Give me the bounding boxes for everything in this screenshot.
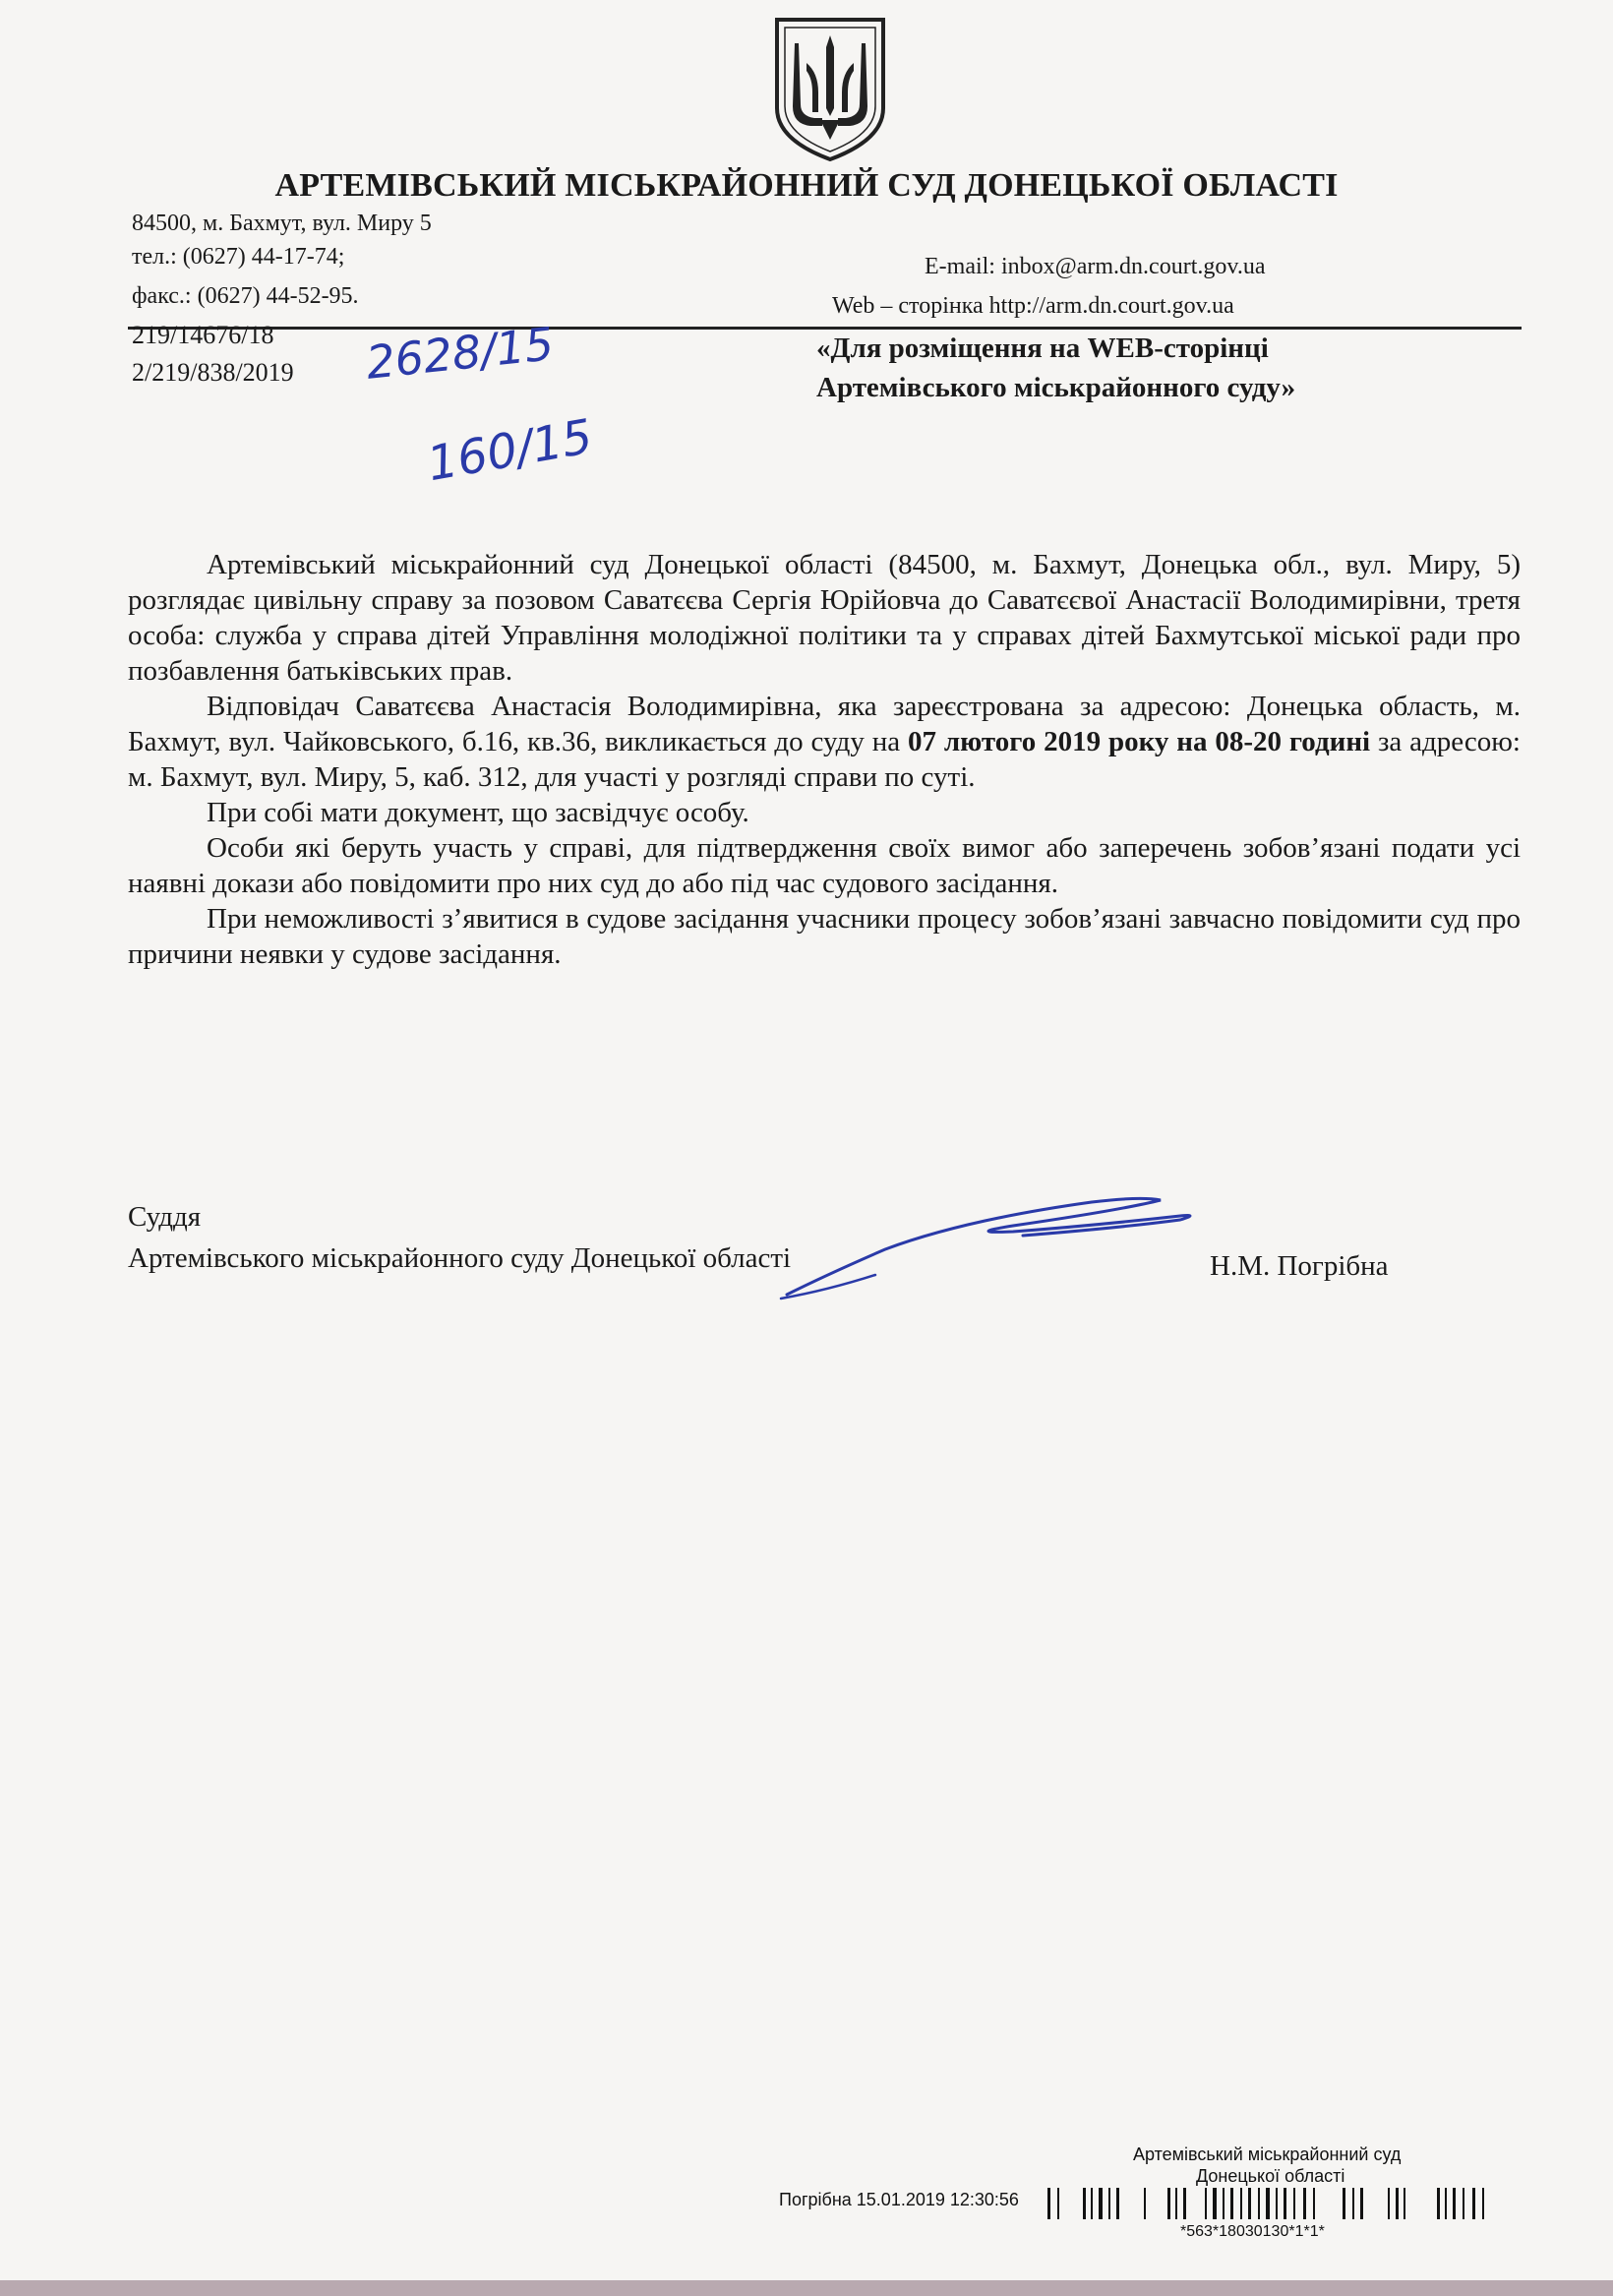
paragraph-evidence: Особи які беруть участь у справі, для підтвердження своїх вимог або заперечень зобов’язані подати усі наявні докази або повідомити про них суд до або під час судового засідання. (128, 832, 1521, 899)
barcode-text: *563*18030130*1*1* (1180, 2223, 1325, 2240)
paragraph-id: При собі мати документ, що засвідчує особу. (207, 797, 749, 828)
case-number-2: 2/219/838/2019 (132, 358, 294, 387)
paragraph-absence: При неможливості з’явитися в судове засідання учасники процесу зобов’язані завчасно повідомити суд про причини неявки у судове засідання. (128, 903, 1521, 970)
court-name: АРТЕМІВСЬКИЙ МІСЬКРАЙОННИЙ СУД ДОНЕЦЬКОЇ ОБЛАСТІ (274, 167, 1339, 204)
notice-body (128, 547, 1521, 972)
hearing-date: 07 лютого 2019 року на 08-20 годині (908, 726, 1371, 757)
court-phone: тел.: (0627) 44-17-74; (132, 244, 345, 270)
judge-name: Н.М. Погрібна (1210, 1250, 1389, 1282)
coat-of-arms-icon (767, 14, 893, 163)
court-web: Web – сторінка http://arm.dn.court.gov.ua (832, 293, 1234, 319)
court-fax: факс.: (0627) 44-52-95. (132, 283, 359, 309)
case-number-1: 219/14676/18 (132, 321, 274, 349)
publication-note-line-1: «Для розміщення на WEB-сторінці (816, 332, 1269, 364)
publication-note-line-2: Артемівського міськрайонного суду» (816, 372, 1296, 403)
stamp-court-line-1: Артемівський міськрайонний суд (1133, 2145, 1402, 2164)
judge-title-2: Артемівського міськрайонного суду Донецької області (128, 1242, 792, 1274)
judge-title-1: Суддя (128, 1201, 202, 1233)
stamp-court-line-2: Донецької області (1196, 2166, 1345, 2186)
paragraph-case: Артемівський міськрайонний суд Донецької області (84500, м. Бахмут, Донецька обл., вул. Миру, 5) розглядає цивільну справу за позовом Саватєєва Сергія Юрійовча до Саватєєвої Анастасії Володимирівни, третя особа: служба у справа дітей Управління молодіжної політики та у справах дітей Бахмутської міської ради про позбавлення батьківських прав. (128, 549, 1521, 687)
publication-note (816, 329, 1295, 407)
summons-text-b: за адресою: м. Бахмут, вул. Миру, 5, каб. 312, для участі у розгляді справи по суті. (128, 726, 1521, 793)
summons-text-a: Відповідач Саватєєва Анастасія Володимирівна, яка зареєстрована за адресою: Донецька область, м. Бахмут, вул. Чайковського, б.16, кв.36, викликається до суду на (128, 691, 1521, 757)
case-numbers (132, 317, 294, 392)
scan-edge (0, 2280, 1613, 2296)
paragraph-summons (128, 689, 1521, 795)
handwritten-registration-1: 2628/15 (363, 317, 557, 390)
court-email: E-mail: inbox@arm.dn.court.gov.ua (925, 254, 1266, 279)
handwritten-registration-2: 160/15 (423, 408, 597, 493)
judge-signature-icon (767, 1180, 1239, 1308)
court-address: 84500, м. Бахмут, вул. Миру 5 (132, 211, 432, 236)
barcode-icon (1047, 2186, 1520, 2221)
stamp-signed: Погрібна 15.01.2019 12:30:56 (779, 2190, 1019, 2209)
